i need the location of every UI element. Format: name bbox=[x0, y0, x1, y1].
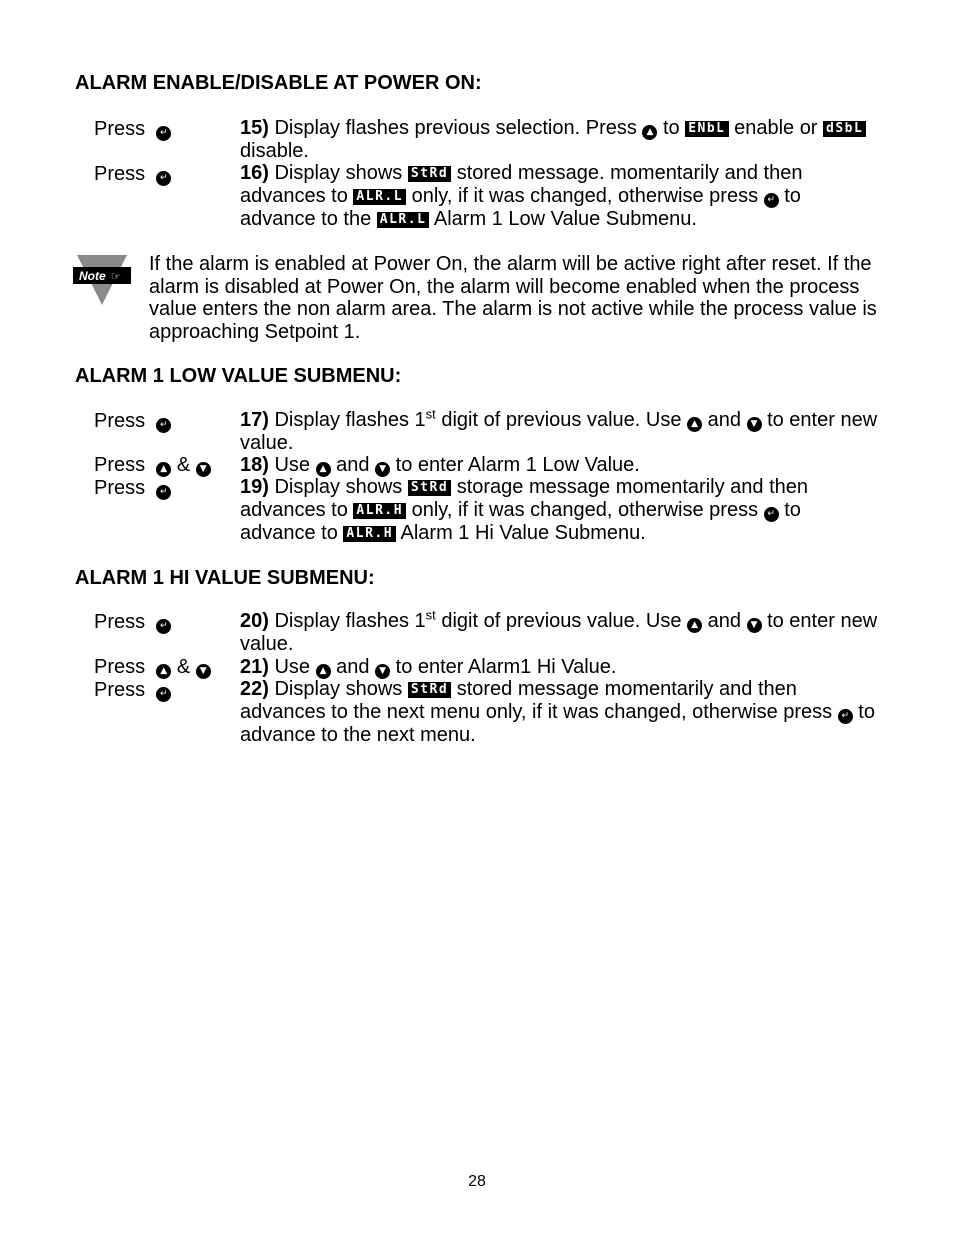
heading-alarm-enable-disable: ALARM ENABLE/DISABLE AT POWER ON: bbox=[75, 72, 482, 94]
press-label-21 bbox=[94, 656, 211, 679]
step-number: 15) bbox=[240, 117, 269, 139]
step-text: to bbox=[657, 117, 686, 139]
enter-icon: ↵ bbox=[156, 485, 171, 500]
step-text: Display flashes 1 bbox=[268, 409, 426, 431]
step-text: Display flashes 1 bbox=[268, 610, 426, 632]
step-text: Display flashes previous selection. Press bbox=[268, 117, 643, 139]
step-number: 22) bbox=[240, 678, 269, 700]
step-text: to advance to bbox=[240, 498, 801, 544]
step-20 bbox=[240, 607, 880, 656]
heading-alarm1-low: ALARM 1 LOW VALUE SUBMENU: bbox=[75, 365, 402, 387]
step-number: 17) bbox=[240, 409, 269, 431]
step-text: and bbox=[702, 610, 747, 632]
press-label-15 bbox=[94, 118, 171, 141]
step-text: and bbox=[330, 656, 376, 678]
step-text: enable or bbox=[728, 117, 824, 139]
lcd-enbl: ENbL bbox=[685, 121, 728, 137]
press-word: Press bbox=[94, 679, 146, 701]
step-text: only, if it was changed, otherwise press bbox=[406, 498, 764, 521]
note-label: Note bbox=[79, 269, 106, 283]
step-text: to advance to the next menu. bbox=[240, 700, 875, 746]
step-text: to enter Alarm 1 Low Value. bbox=[390, 454, 640, 476]
step-number: 16) bbox=[240, 162, 269, 184]
lcd-alrh: ALR.H bbox=[343, 526, 396, 542]
press-label-20 bbox=[94, 611, 171, 634]
enter-icon: ↵ bbox=[156, 418, 171, 433]
lcd-strd: StRd bbox=[408, 480, 451, 496]
press-word: Press bbox=[94, 611, 146, 633]
step-text: Display shows bbox=[268, 162, 408, 184]
step-text: stored message. momentarily and then advances to bbox=[240, 162, 803, 207]
enter-icon: ↵ bbox=[764, 193, 779, 208]
step-text: Display shows bbox=[268, 678, 408, 700]
up-arrow-icon: ▲ bbox=[642, 125, 657, 140]
up-arrow-icon: ▲ bbox=[687, 618, 702, 633]
step-number: 18) bbox=[240, 454, 269, 476]
step-16 bbox=[240, 162, 880, 230]
heading-alarm1-hi: ALARM 1 HI VALUE SUBMENU: bbox=[75, 567, 375, 589]
superscript: st bbox=[425, 406, 436, 422]
down-arrow-icon: ▼ bbox=[196, 462, 211, 477]
up-arrow-icon: ▲ bbox=[687, 417, 702, 432]
down-arrow-icon: ▼ bbox=[375, 664, 390, 679]
superscript: st bbox=[425, 607, 436, 623]
press-label-17 bbox=[94, 410, 171, 433]
svg-text:☞: ☞ bbox=[111, 270, 121, 283]
step-text: to enter new value. bbox=[240, 409, 878, 454]
step-text: to enter new value. bbox=[240, 610, 878, 655]
press-label-16 bbox=[94, 163, 171, 186]
step-19 bbox=[240, 476, 880, 544]
note-icon bbox=[73, 255, 131, 307]
step-text: Display shows bbox=[268, 476, 408, 498]
lcd-alrl: ALR.L bbox=[377, 212, 430, 228]
step-text: Use bbox=[268, 656, 316, 678]
step-text: stored message momentarily and then advances to the next menu only, if it was changed, otherwise press bbox=[240, 678, 838, 723]
up-arrow-icon: ▲ bbox=[316, 462, 331, 477]
step-number: 21) bbox=[240, 656, 269, 678]
lcd-strd: StRd bbox=[408, 166, 451, 182]
press-label-22 bbox=[94, 679, 171, 702]
ampersand: & bbox=[176, 454, 191, 476]
step-text: digit of previous value. Use bbox=[435, 409, 688, 431]
step-18 bbox=[240, 454, 880, 477]
step-15 bbox=[240, 117, 880, 163]
press-word: Press bbox=[94, 410, 146, 432]
down-arrow-icon: ▼ bbox=[375, 462, 390, 477]
press-word: Press bbox=[94, 477, 146, 499]
press-word: Press bbox=[94, 454, 146, 476]
step-number: 20) bbox=[240, 610, 269, 632]
step-text: Use bbox=[268, 454, 316, 476]
press-word: Press bbox=[94, 163, 146, 185]
step-text: to advance to the bbox=[240, 184, 801, 230]
enter-icon: ↵ bbox=[764, 507, 779, 522]
enter-icon: ↵ bbox=[156, 126, 171, 141]
step-text: disable. bbox=[240, 140, 309, 162]
up-arrow-icon: ▲ bbox=[156, 462, 171, 477]
step-text: only, if it was changed, otherwise press bbox=[406, 184, 764, 207]
up-arrow-icon: ▲ bbox=[156, 664, 171, 679]
lcd-alrl: ALR.L bbox=[353, 189, 406, 205]
lcd-alrh: ALR.H bbox=[353, 503, 406, 519]
enter-icon: ↵ bbox=[838, 709, 853, 724]
step-text: storage message momentarily and then advances to bbox=[240, 476, 809, 521]
enter-icon: ↵ bbox=[156, 171, 171, 186]
step-22 bbox=[240, 678, 880, 746]
lcd-dsbl: dSbL bbox=[823, 121, 866, 137]
up-arrow-icon: ▲ bbox=[316, 664, 331, 679]
step-text: Alarm 1 Low Value Submenu. bbox=[429, 207, 697, 230]
step-text: and bbox=[330, 454, 376, 476]
enter-icon: ↵ bbox=[156, 619, 171, 634]
note-text: If the alarm is enabled at Power On, the alarm will be active right after reset. If the alarm is disabled at Power On, the alarm will become enabled when the process value enters the non alarm area. The alarm is not active while the process value is approaching Setpoint 1. bbox=[149, 253, 877, 343]
down-arrow-icon: ▼ bbox=[747, 618, 762, 633]
step-text: to enter Alarm1 Hi Value. bbox=[390, 656, 617, 678]
press-word: Press bbox=[94, 118, 146, 140]
enter-icon: ↵ bbox=[156, 687, 171, 702]
step-21 bbox=[240, 656, 880, 679]
page-number: 28 bbox=[468, 1173, 486, 1190]
step-text: digit of previous value. Use bbox=[435, 610, 688, 632]
lcd-strd: StRd bbox=[408, 682, 451, 698]
step-text: Alarm 1 Hi Value Submenu. bbox=[396, 521, 646, 544]
ampersand: & bbox=[176, 656, 191, 678]
down-arrow-icon: ▼ bbox=[196, 664, 211, 679]
down-arrow-icon: ▼ bbox=[747, 417, 762, 432]
step-17 bbox=[240, 406, 880, 455]
press-label-19 bbox=[94, 477, 171, 500]
press-label-18 bbox=[94, 454, 211, 477]
step-number: 19) bbox=[240, 476, 269, 498]
step-text: and bbox=[702, 409, 747, 431]
press-word: Press bbox=[94, 656, 146, 678]
